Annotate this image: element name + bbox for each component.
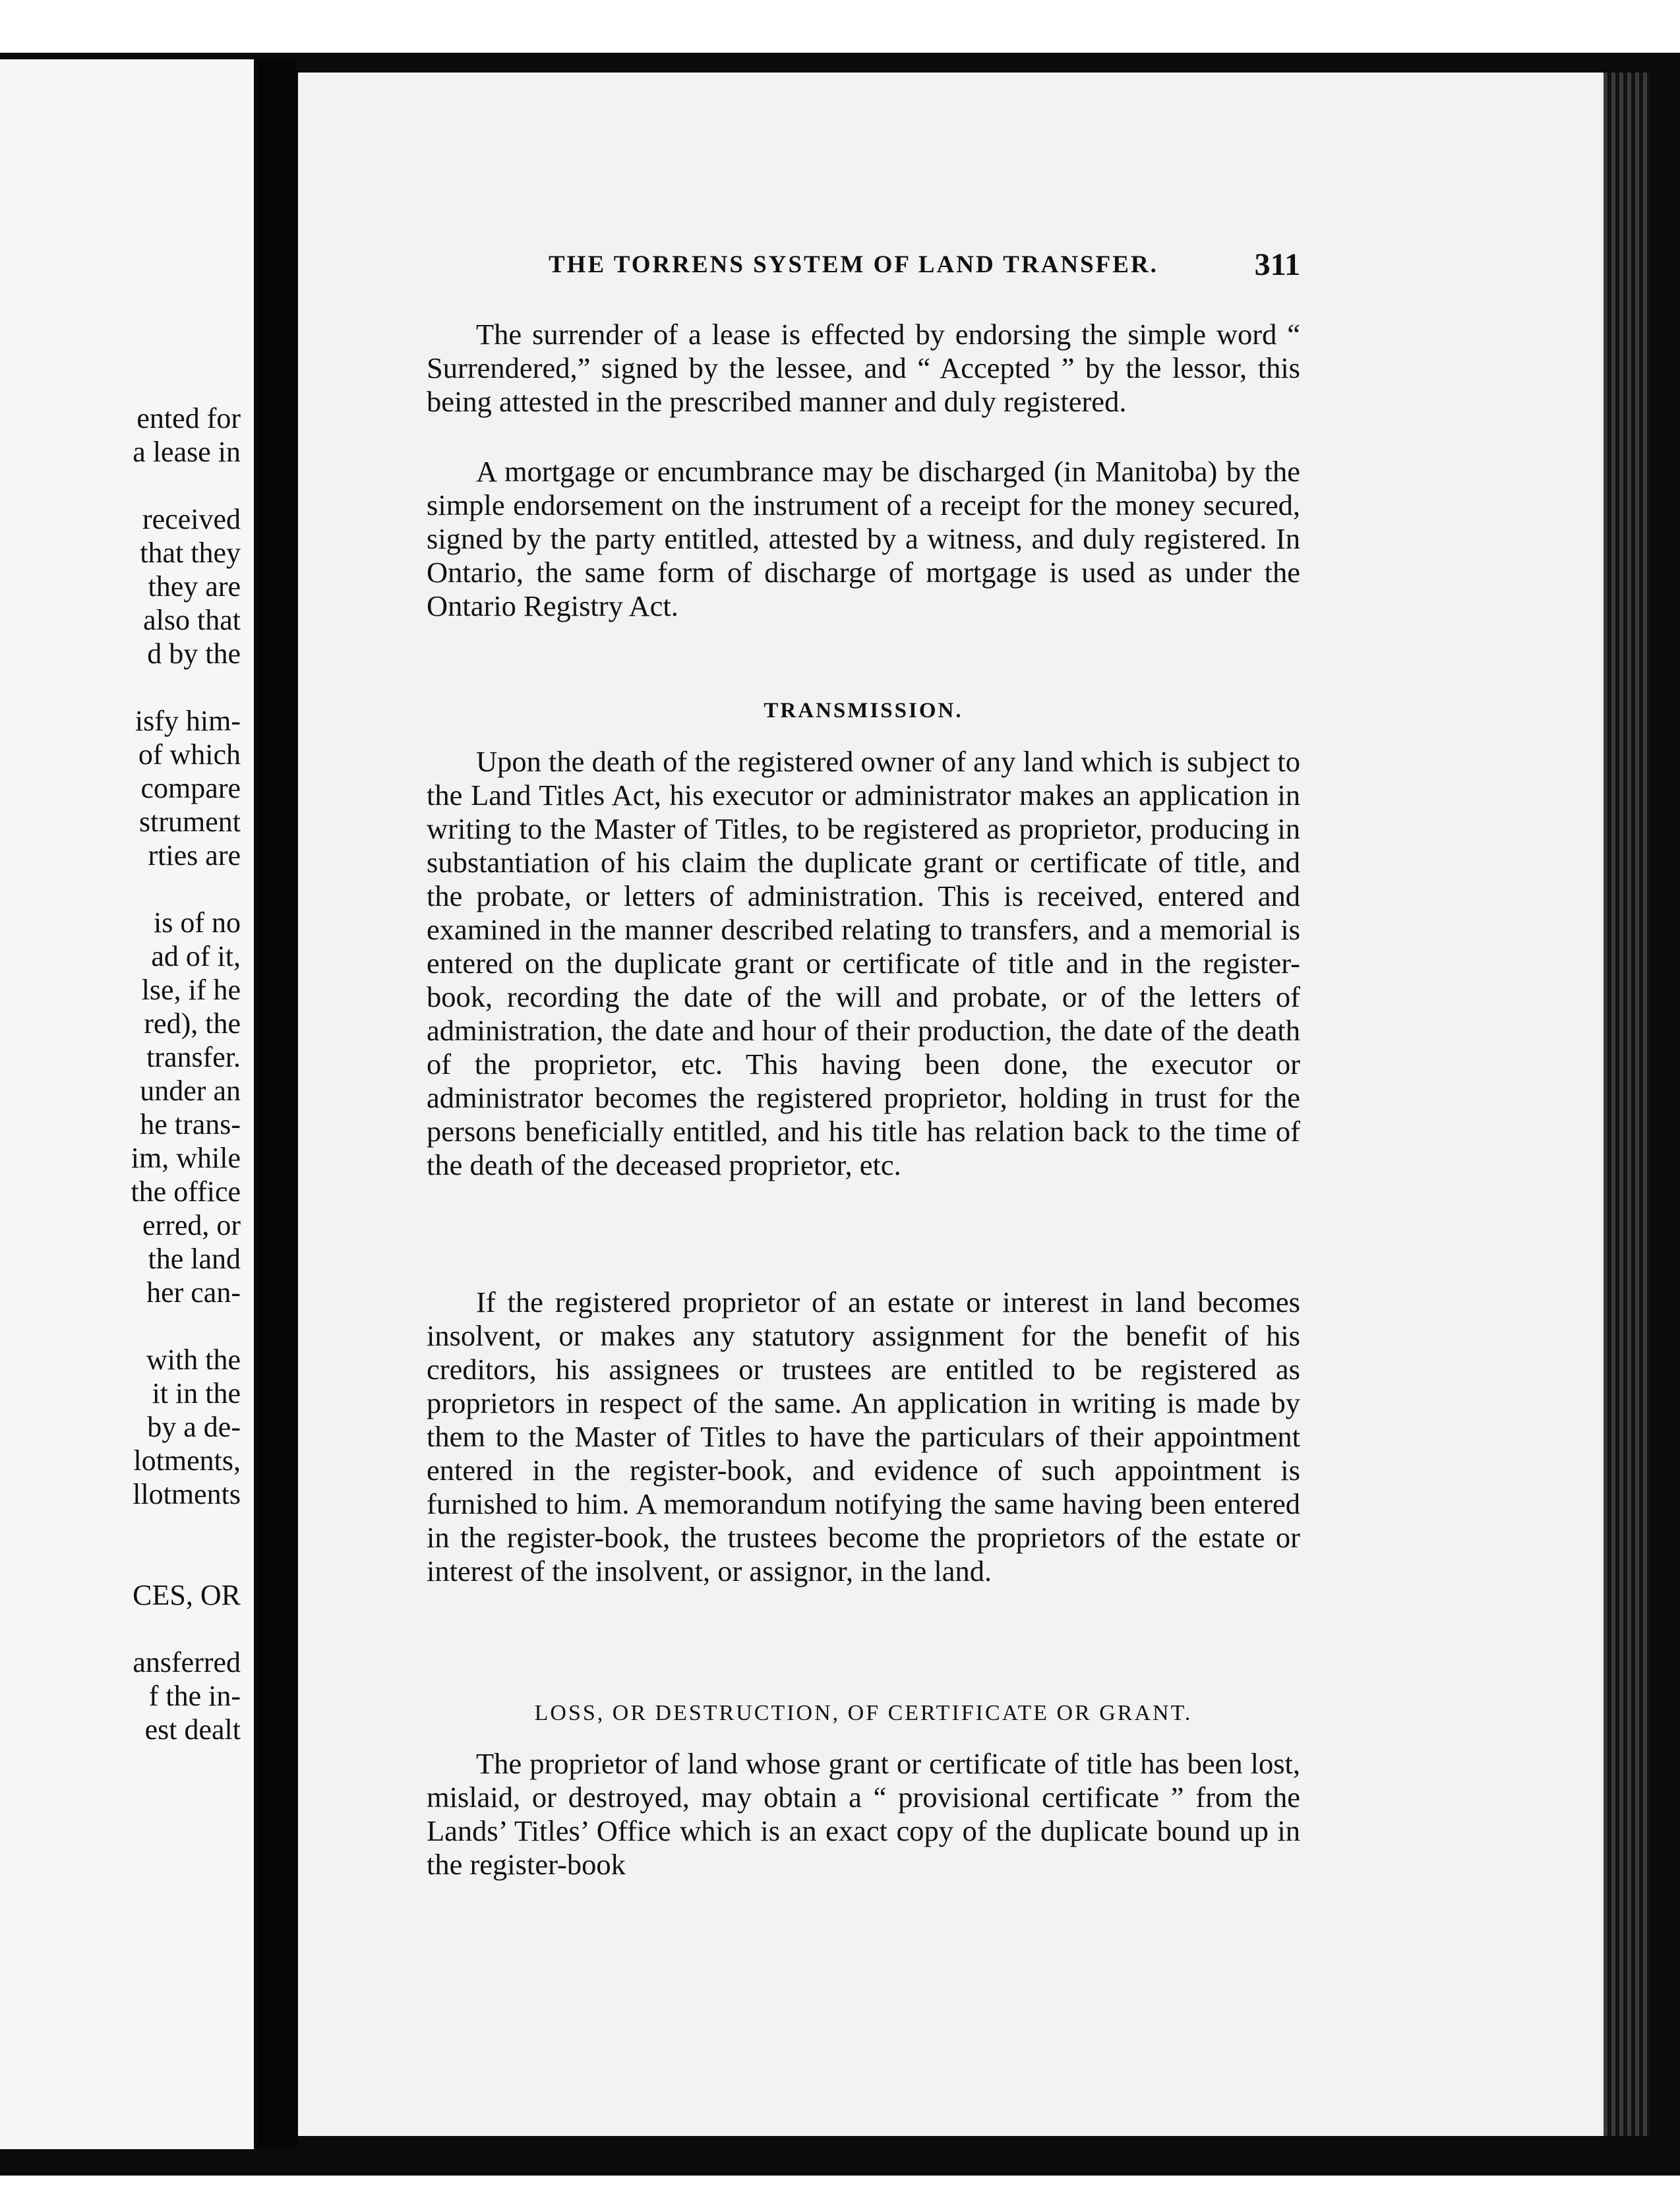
left-page-text-line: compare bbox=[140, 772, 241, 804]
left-page-text-line: rties are bbox=[148, 839, 241, 872]
paragraph-surrender bbox=[427, 318, 1300, 419]
left-page-text-line: strument bbox=[139, 806, 241, 838]
left-page-text-line: the land bbox=[148, 1243, 241, 1275]
left-page-text-line: it in the bbox=[152, 1377, 241, 1409]
page-edge-stack bbox=[1604, 73, 1650, 2136]
left-page-text-line: ad of it, bbox=[151, 940, 241, 972]
left-page-text-line: that they bbox=[140, 537, 241, 569]
left-page-text-line: with the bbox=[146, 1344, 241, 1376]
left-page-text-line: llotments bbox=[133, 1478, 241, 1510]
left-page-text-line: the office bbox=[131, 1175, 241, 1208]
left-page-text-line: CES, OR bbox=[133, 1579, 241, 1611]
left-page-text-line: d by the bbox=[147, 637, 241, 670]
left-page-text-line: isfy him- bbox=[135, 705, 241, 737]
left-page-text-line: est dealt bbox=[144, 1713, 241, 1746]
running-head bbox=[549, 247, 1300, 290]
left-page-text-line: erred, or bbox=[142, 1209, 241, 1241]
book-gutter bbox=[257, 59, 297, 2149]
scan-top-margin bbox=[0, 0, 1680, 40]
left-page-text-line: ansferred bbox=[133, 1646, 241, 1678]
left-page-text-line: of which bbox=[138, 738, 241, 771]
left-page-text-line: f the in- bbox=[148, 1680, 241, 1712]
running-head-title: THE TORRENS SYSTEM OF LAND TRANSFER. bbox=[549, 251, 1158, 278]
left-page-text-line: a lease in bbox=[133, 436, 241, 468]
left-page-text-line: red), the bbox=[144, 1007, 241, 1040]
left-page bbox=[0, 59, 254, 2149]
left-page-text-line: they are bbox=[148, 570, 241, 603]
left-page-text-line: ented for bbox=[136, 402, 241, 434]
left-page-text-line: also that bbox=[143, 604, 241, 636]
left-page-text-line: her can- bbox=[146, 1276, 241, 1309]
left-page-text-line: he trans- bbox=[140, 1108, 241, 1141]
paragraph-text: If the registered proprietor of an estate or interest in land becomes insolvent, or makes any statutory assignment for the benefit of his creditors, his assignees or trustees are entitled to be registered as proprietors in respect of the same. An application in writing is made by them to the Master of Titles to have the particulars of their appointment entered in the register-book, and evidence of such appointment is furnished to him. A memorandum notifying the same having been entered in the register-book, the trustees become the proprietors of the estate or interest of the insolvent, or assignor, in the land. bbox=[427, 1286, 1300, 1587]
section-heading: TRANSMISSION. bbox=[764, 699, 963, 723]
paragraph-mortgage-discharge bbox=[427, 455, 1300, 623]
paragraph-text: The surrender of a lease is effected by endorsing the simple word “ Surrendered,” signed by the lessee, and “ Accepted ” by the lessor, this being attested in the prescribed manner and duly registered. bbox=[427, 318, 1300, 418]
left-page-text-line: transfer. bbox=[146, 1041, 241, 1073]
paragraph-insolvency bbox=[427, 1286, 1300, 1588]
left-page-text-line: lotments, bbox=[133, 1444, 241, 1477]
left-page-text-line: lse, if he bbox=[141, 974, 241, 1006]
section-heading-transmission bbox=[427, 699, 1300, 723]
left-page-text-line: under an bbox=[140, 1075, 241, 1107]
paragraph-text: Upon the death of the registered owner of any land which is subject to the Land Titles Act, his executor or administrator makes an application in writing to the Master of Titles, to be registered as proprietor, producing in substantiation of his claim the duplicate grant or certificate of title, and the probate, or letters of administration. This is received, entered and examined in the manner described relating to transfers, and a memorial is entered on the duplicate grant or certificate of title and in the register-book, recording the date of the will and probate, or of the letters of administration, the date and hour of their production, the date of the death of the proprietor, etc. This having been done, the executor or administrator becomes the registered proprietor, holding in trust for the persons beneficially entitled, and his title has relation back to the time of the death of the deceased proprietor, etc. bbox=[427, 745, 1300, 1181]
section-heading: LOSS, OR DESTRUCTION, OF CERTIFICATE OR GRANT. bbox=[534, 1701, 1193, 1725]
left-page-text-line: im, while bbox=[131, 1142, 241, 1174]
left-page-text-line: by a de- bbox=[147, 1411, 241, 1443]
left-page-text-line: received bbox=[142, 503, 241, 535]
page-number: 311 bbox=[1254, 247, 1300, 282]
section-heading-loss bbox=[427, 1701, 1300, 1726]
paragraph-transmission bbox=[427, 745, 1300, 1182]
paragraph-loss-certificate bbox=[427, 1747, 1300, 1882]
paragraph-text: A mortgage or encumbrance may be discharged (in Manitoba) by the simple endorsement on the instrument of a receipt for the money secured, signed by the party entitled, attested by a witness, and duly registered. In Ontario, the same form of discharge of mortgage is used as under the Ontario Registry Act. bbox=[427, 455, 1300, 622]
left-page-text-line: is of no bbox=[154, 906, 241, 939]
right-page bbox=[298, 73, 1604, 2136]
paragraph-text: The proprietor of land whose grant or certificate of title has been lost, mislaid, or destroyed, may obtain a “ provisional certificate ” from the Lands’ Titles’ Office which is an exact copy of the duplicate bound up in the register-book bbox=[427, 1747, 1300, 1881]
